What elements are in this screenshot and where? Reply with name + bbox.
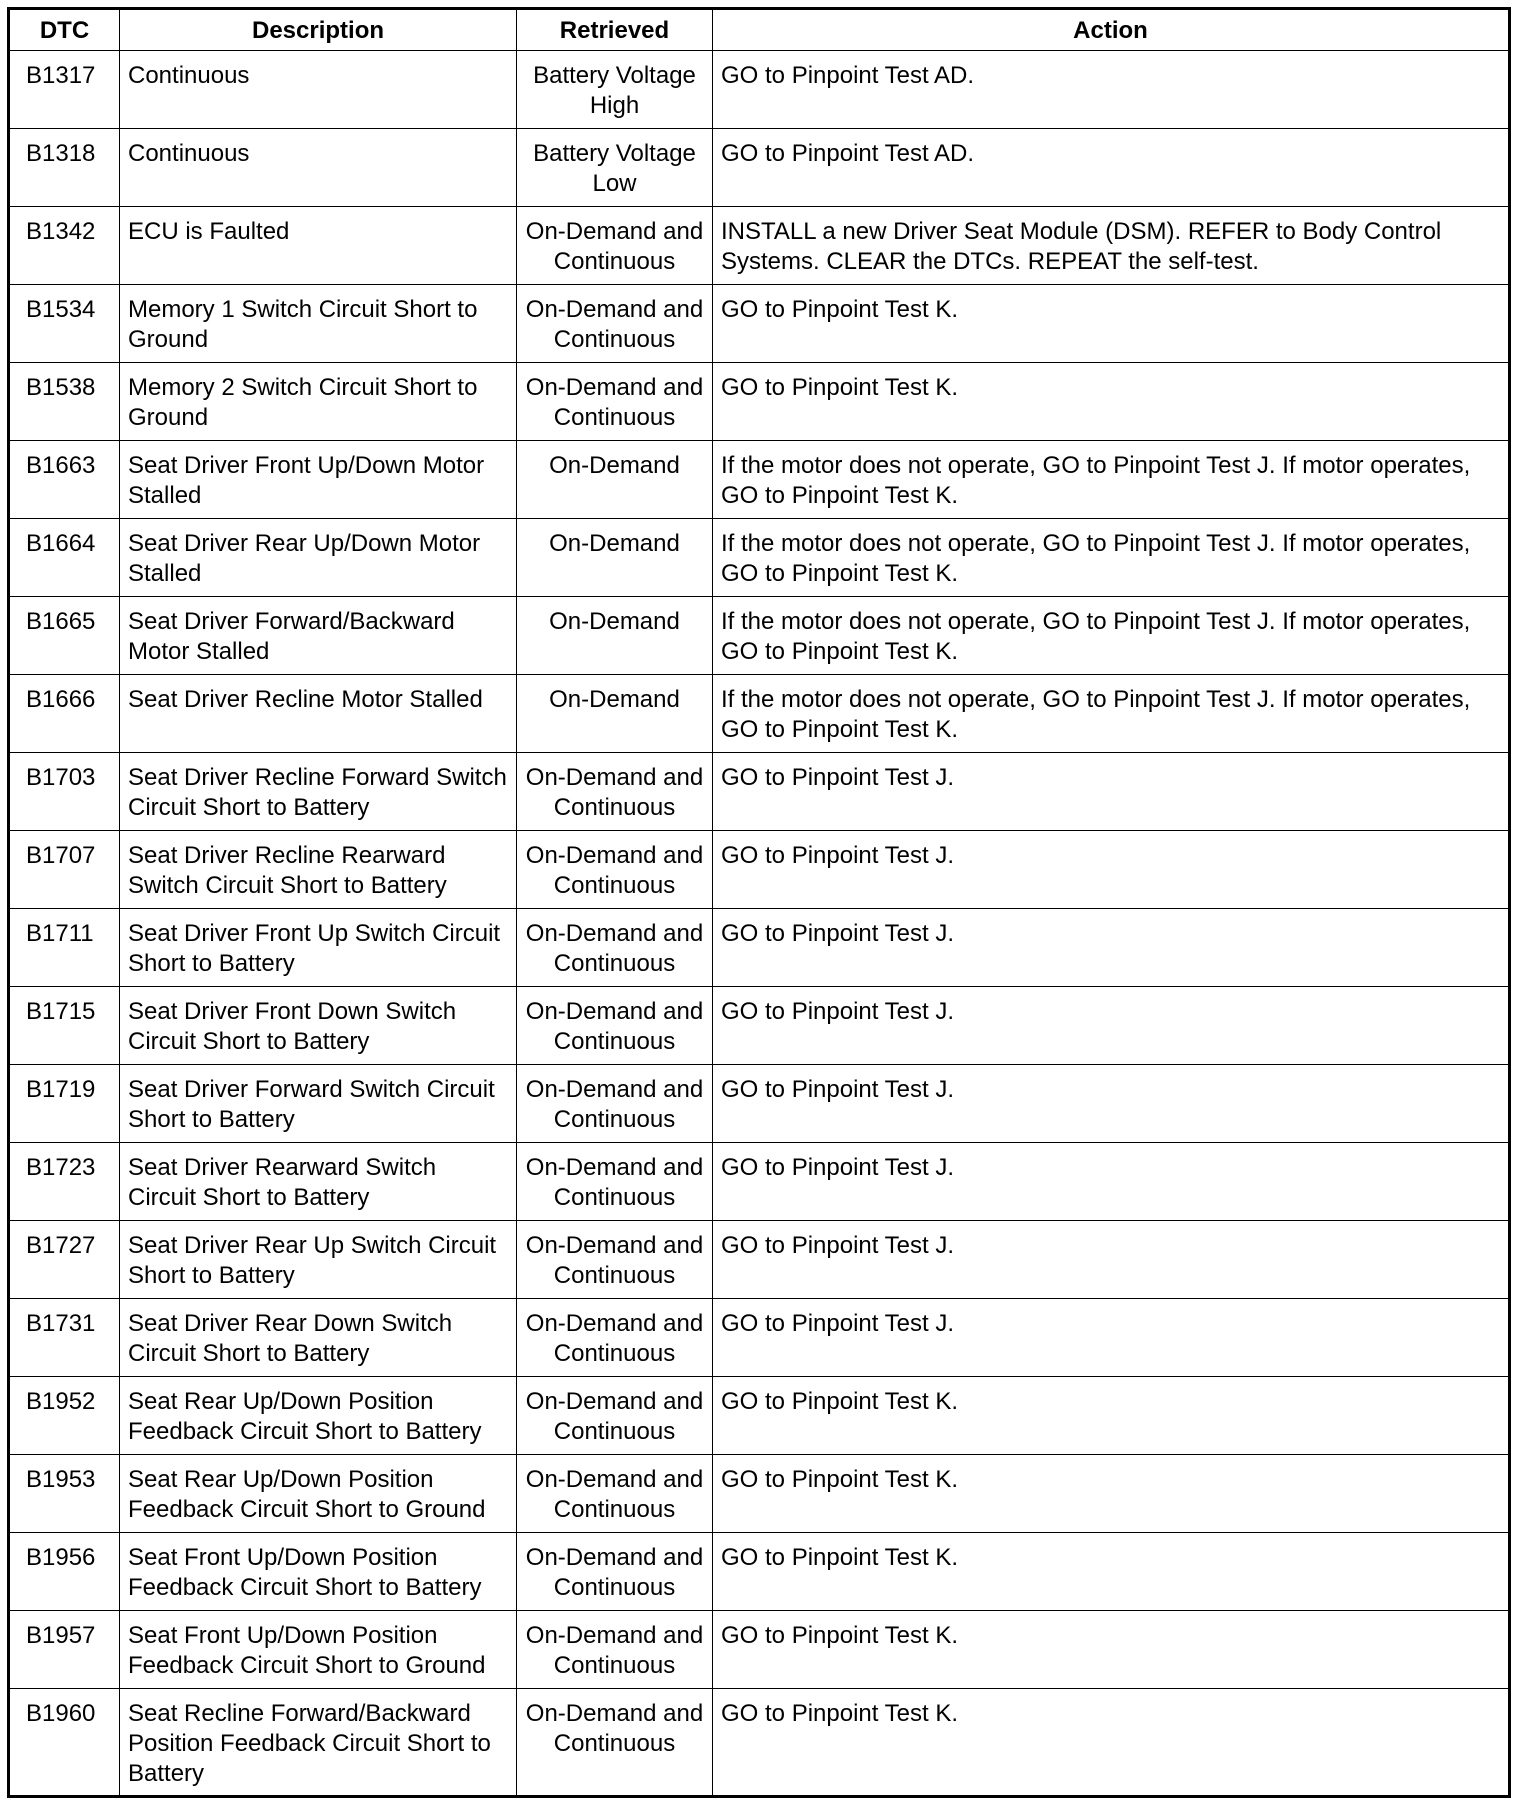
dtc-cell: B1960 <box>9 1689 120 1797</box>
retrieved-cell: On-Demand and Continuous <box>517 363 713 441</box>
header-retrieved: Retrieved <box>517 9 713 51</box>
retrieved-cell: On-Demand <box>517 441 713 519</box>
action-cell: INSTALL a new Driver Seat Module (DSM). REFER to Body Control Systems. CLEAR the DTCs. REPEAT the self-test. <box>713 207 1510 285</box>
table-row <box>9 1455 1510 1533</box>
retrieved-cell: On-Demand <box>517 675 713 753</box>
description-cell: Seat Driver Rear Up Switch Circuit Short to Battery <box>120 1221 517 1299</box>
table-header <box>9 9 1510 51</box>
description-cell: Seat Rear Up/Down Position Feedback Circuit Short to Ground <box>120 1455 517 1533</box>
action-cell: GO to Pinpoint Test J. <box>713 1143 1510 1221</box>
table-row <box>9 675 1510 753</box>
dtc-cell: B1707 <box>9 831 120 909</box>
description-cell: Seat Front Up/Down Position Feedback Circuit Short to Ground <box>120 1611 517 1689</box>
retrieved-cell: On-Demand and Continuous <box>517 753 713 831</box>
dtc-cell: B1957 <box>9 1611 120 1689</box>
dtc-cell: B1342 <box>9 207 120 285</box>
dtc-cell: B1665 <box>9 597 120 675</box>
retrieved-cell: On-Demand and Continuous <box>517 1611 713 1689</box>
dtc-cell: B1723 <box>9 1143 120 1221</box>
description-cell: Seat Driver Forward/Backward Motor Stalled <box>120 597 517 675</box>
dtc-cell: B1731 <box>9 1299 120 1377</box>
action-cell: If the motor does not operate, GO to Pinpoint Test J. If motor operates, GO to Pinpoint Test K. <box>713 597 1510 675</box>
retrieved-cell: On-Demand and Continuous <box>517 207 713 285</box>
table-row <box>9 987 1510 1065</box>
description-cell: Continuous <box>120 129 517 207</box>
dtc-table <box>7 7 1511 1798</box>
action-cell: GO to Pinpoint Test J. <box>713 987 1510 1065</box>
description-cell: ECU is Faulted <box>120 207 517 285</box>
table-row <box>9 909 1510 987</box>
table-row <box>9 597 1510 675</box>
description-cell: Seat Driver Rear Up/Down Motor Stalled <box>120 519 517 597</box>
description-cell: Memory 2 Switch Circuit Short to Ground <box>120 363 517 441</box>
dtc-cell: B1727 <box>9 1221 120 1299</box>
action-cell: If the motor does not operate, GO to Pinpoint Test J. If motor operates, GO to Pinpoint Test K. <box>713 519 1510 597</box>
action-cell: If the motor does not operate, GO to Pinpoint Test J. If motor operates, GO to Pinpoint Test K. <box>713 441 1510 519</box>
description-cell: Memory 1 Switch Circuit Short to Ground <box>120 285 517 363</box>
description-cell: Continuous <box>120 51 517 129</box>
header-dtc: DTC <box>9 9 120 51</box>
action-cell: GO to Pinpoint Test AD. <box>713 51 1510 129</box>
retrieved-cell: Battery Voltage High <box>517 51 713 129</box>
action-cell: GO to Pinpoint Test J. <box>713 753 1510 831</box>
description-cell: Seat Driver Front Up/Down Motor Stalled <box>120 441 517 519</box>
dtc-cell: B1956 <box>9 1533 120 1611</box>
action-cell: GO to Pinpoint Test J. <box>713 1065 1510 1143</box>
action-cell: If the motor does not operate, GO to Pinpoint Test J. If motor operates, GO to Pinpoint Test K. <box>713 675 1510 753</box>
table-row <box>9 1065 1510 1143</box>
action-cell: GO to Pinpoint Test K. <box>713 1533 1510 1611</box>
dtc-cell: B1666 <box>9 675 120 753</box>
retrieved-cell: On-Demand and Continuous <box>517 285 713 363</box>
description-cell: Seat Rear Up/Down Position Feedback Circuit Short to Battery <box>120 1377 517 1455</box>
dtc-cell: B1664 <box>9 519 120 597</box>
table-row <box>9 1689 1510 1797</box>
description-cell: Seat Driver Front Up Switch Circuit Short to Battery <box>120 909 517 987</box>
table-row <box>9 1533 1510 1611</box>
table-row <box>9 129 1510 207</box>
retrieved-cell: On-Demand and Continuous <box>517 1689 713 1797</box>
action-cell: GO to Pinpoint Test AD. <box>713 129 1510 207</box>
retrieved-cell: On-Demand and Continuous <box>517 1143 713 1221</box>
action-cell: GO to Pinpoint Test J. <box>713 831 1510 909</box>
dtc-cell: B1715 <box>9 987 120 1065</box>
retrieved-cell: Battery Voltage Low <box>517 129 713 207</box>
dtc-cell: B1711 <box>9 909 120 987</box>
retrieved-cell: On-Demand and Continuous <box>517 909 713 987</box>
action-cell: GO to Pinpoint Test K. <box>713 1377 1510 1455</box>
action-cell: GO to Pinpoint Test K. <box>713 1611 1510 1689</box>
retrieved-cell: On-Demand and Continuous <box>517 831 713 909</box>
description-cell: Seat Driver Recline Rearward Switch Circuit Short to Battery <box>120 831 517 909</box>
retrieved-cell: On-Demand and Continuous <box>517 1065 713 1143</box>
action-cell: GO to Pinpoint Test K. <box>713 1689 1510 1797</box>
header-description: Description <box>120 9 517 51</box>
retrieved-cell: On-Demand and Continuous <box>517 987 713 1065</box>
table-row <box>9 441 1510 519</box>
action-cell: GO to Pinpoint Test K. <box>713 363 1510 441</box>
description-cell: Seat Driver Front Down Switch Circuit Short to Battery <box>120 987 517 1065</box>
table-row <box>9 1377 1510 1455</box>
action-cell: GO to Pinpoint Test J. <box>713 1221 1510 1299</box>
action-cell: GO to Pinpoint Test K. <box>713 285 1510 363</box>
description-cell: Seat Driver Recline Forward Switch Circuit Short to Battery <box>120 753 517 831</box>
table-row <box>9 753 1510 831</box>
dtc-cell: B1663 <box>9 441 120 519</box>
dtc-cell: B1719 <box>9 1065 120 1143</box>
dtc-cell: B1953 <box>9 1455 120 1533</box>
dtc-cell: B1703 <box>9 753 120 831</box>
retrieved-cell: On-Demand <box>517 519 713 597</box>
dtc-cell: B1538 <box>9 363 120 441</box>
description-cell: Seat Driver Recline Motor Stalled <box>120 675 517 753</box>
retrieved-cell: On-Demand and Continuous <box>517 1221 713 1299</box>
dtc-cell: B1318 <box>9 129 120 207</box>
action-cell: GO to Pinpoint Test J. <box>713 909 1510 987</box>
action-cell: GO to Pinpoint Test J. <box>713 1299 1510 1377</box>
dtc-cell: B1952 <box>9 1377 120 1455</box>
table-row <box>9 207 1510 285</box>
description-cell: Seat Driver Rear Down Switch Circuit Short to Battery <box>120 1299 517 1377</box>
retrieved-cell: On-Demand and Continuous <box>517 1299 713 1377</box>
dtc-cell: B1317 <box>9 51 120 129</box>
description-cell: Seat Front Up/Down Position Feedback Circuit Short to Battery <box>120 1533 517 1611</box>
table-row <box>9 285 1510 363</box>
retrieved-cell: On-Demand and Continuous <box>517 1533 713 1611</box>
action-cell: GO to Pinpoint Test K. <box>713 1455 1510 1533</box>
table-row <box>9 1611 1510 1689</box>
description-cell: Seat Driver Rearward Switch Circuit Short to Battery <box>120 1143 517 1221</box>
table-row <box>9 363 1510 441</box>
table-body <box>9 51 1510 1797</box>
table-row <box>9 51 1510 129</box>
header-row <box>9 9 1510 51</box>
description-cell: Seat Recline Forward/Backward Position Feedback Circuit Short to Battery <box>120 1689 517 1797</box>
table-row <box>9 1143 1510 1221</box>
description-cell: Seat Driver Forward Switch Circuit Short to Battery <box>120 1065 517 1143</box>
retrieved-cell: On-Demand and Continuous <box>517 1455 713 1533</box>
retrieved-cell: On-Demand and Continuous <box>517 1377 713 1455</box>
table-row <box>9 831 1510 909</box>
table-row <box>9 1299 1510 1377</box>
dtc-cell: B1534 <box>9 285 120 363</box>
retrieved-cell: On-Demand <box>517 597 713 675</box>
header-action: Action <box>713 9 1510 51</box>
table-row <box>9 519 1510 597</box>
table-row <box>9 1221 1510 1299</box>
